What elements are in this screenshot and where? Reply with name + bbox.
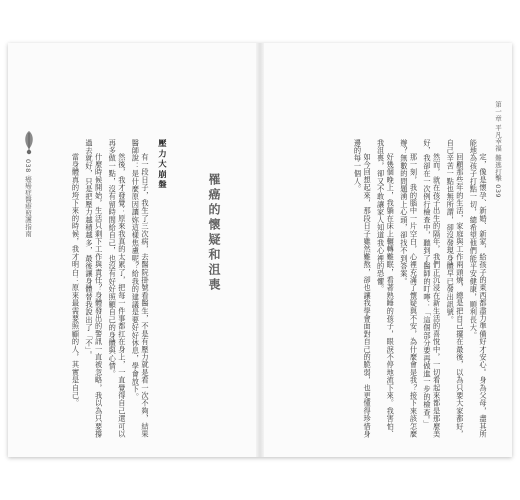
- right-paragraph-6: 如今回想起來，那段日子雖然難熬，卻也讓我學會面對自己的脆弱，也更懂得珍惜身邊的每一個人。: [353, 139, 373, 439]
- left-running-head: 038 癌癌症醫療照護指南: [24, 159, 32, 238]
- left-body-text: [54, 139, 150, 439]
- leaf-figure-icon: [21, 129, 37, 155]
- right-body-text: [282, 139, 488, 439]
- left-paragraph-4: 當身體真的垮下來的時候，我才明白：原來最需要照顧的人，其實是自己。: [71, 153, 81, 408]
- chapter-title: 罹癌的懷疑和沮喪: [207, 173, 221, 293]
- right-paragraph-2: 回顧那些年的生活，家庭與工作兩頭燒，總是把自己擺在最後，以為只要大家都好，自己辛苦一點也無所謂，卻沒發現身體早已發出訊號。: [446, 139, 465, 439]
- book-spread: [8, 43, 512, 457]
- right-paragraph-3: 然而，就在孩子出生的隔年，我們正沉浸在新生活的喜悅中，一切看起來都是那麼美好，我卻在一次例行檢查中，聽到了醫師的叮嚀：「這個部分要再做進一步的檢查。」: [423, 139, 442, 439]
- left-page: [8, 43, 260, 457]
- right-page: [260, 43, 512, 457]
- right-paragraph-5: 好幾個晚上，我躺在床上輾轉難眠，看著熟睡的孩子，眼淚不停地流下來。我害怕、我沮喪，卻又不敢讓家人知道我心裡的恐懼。: [376, 139, 396, 439]
- left-paragraph-2: 然後，我才發覺：原來我真的太累了，把每一件事都扛在身上，一直覺得自己還可以再多做一點，沒有留時間給自己，也沒有好好照顧自己的身體與心情。: [108, 139, 127, 439]
- right-paragraph-4: 那一刻，我的腦中一片空白，心裡充滿了懷疑與不安，為什麼會是我？接下來該怎麼辦？無數的問題湧上心頭，卻找不到答案。: [399, 139, 419, 439]
- left-paragraph-3: 什麼時候開始，生活只剩下工作與責任？身體發出的警訊一直被忽略，我以為只要撐過去就好，只是把壓力越積越多，最後讓身體替我說出了「不」。: [85, 139, 104, 439]
- section-title: 壓力大崩盤: [158, 139, 168, 190]
- right-paragraph-1: 定，像是懷孕、新婚、新家，給孩子的東西都盡力準備好才安心。身為父母，盡其所能地為孩子打點一切，總希望他們能平安健康，順利長大。: [469, 139, 488, 439]
- left-paragraph-1: 有一段日子，我生了三次病，去醫院掛號看醫生，不是有壓力就是看一次不夠，結果醫師說：是什麼原因讓妳這樣焦慮呢？給我的建議是要好好休息，學會放下。: [131, 139, 150, 439]
- right-running-head: 第一章 平凡幸福 難逃打擊 039: [494, 101, 502, 198]
